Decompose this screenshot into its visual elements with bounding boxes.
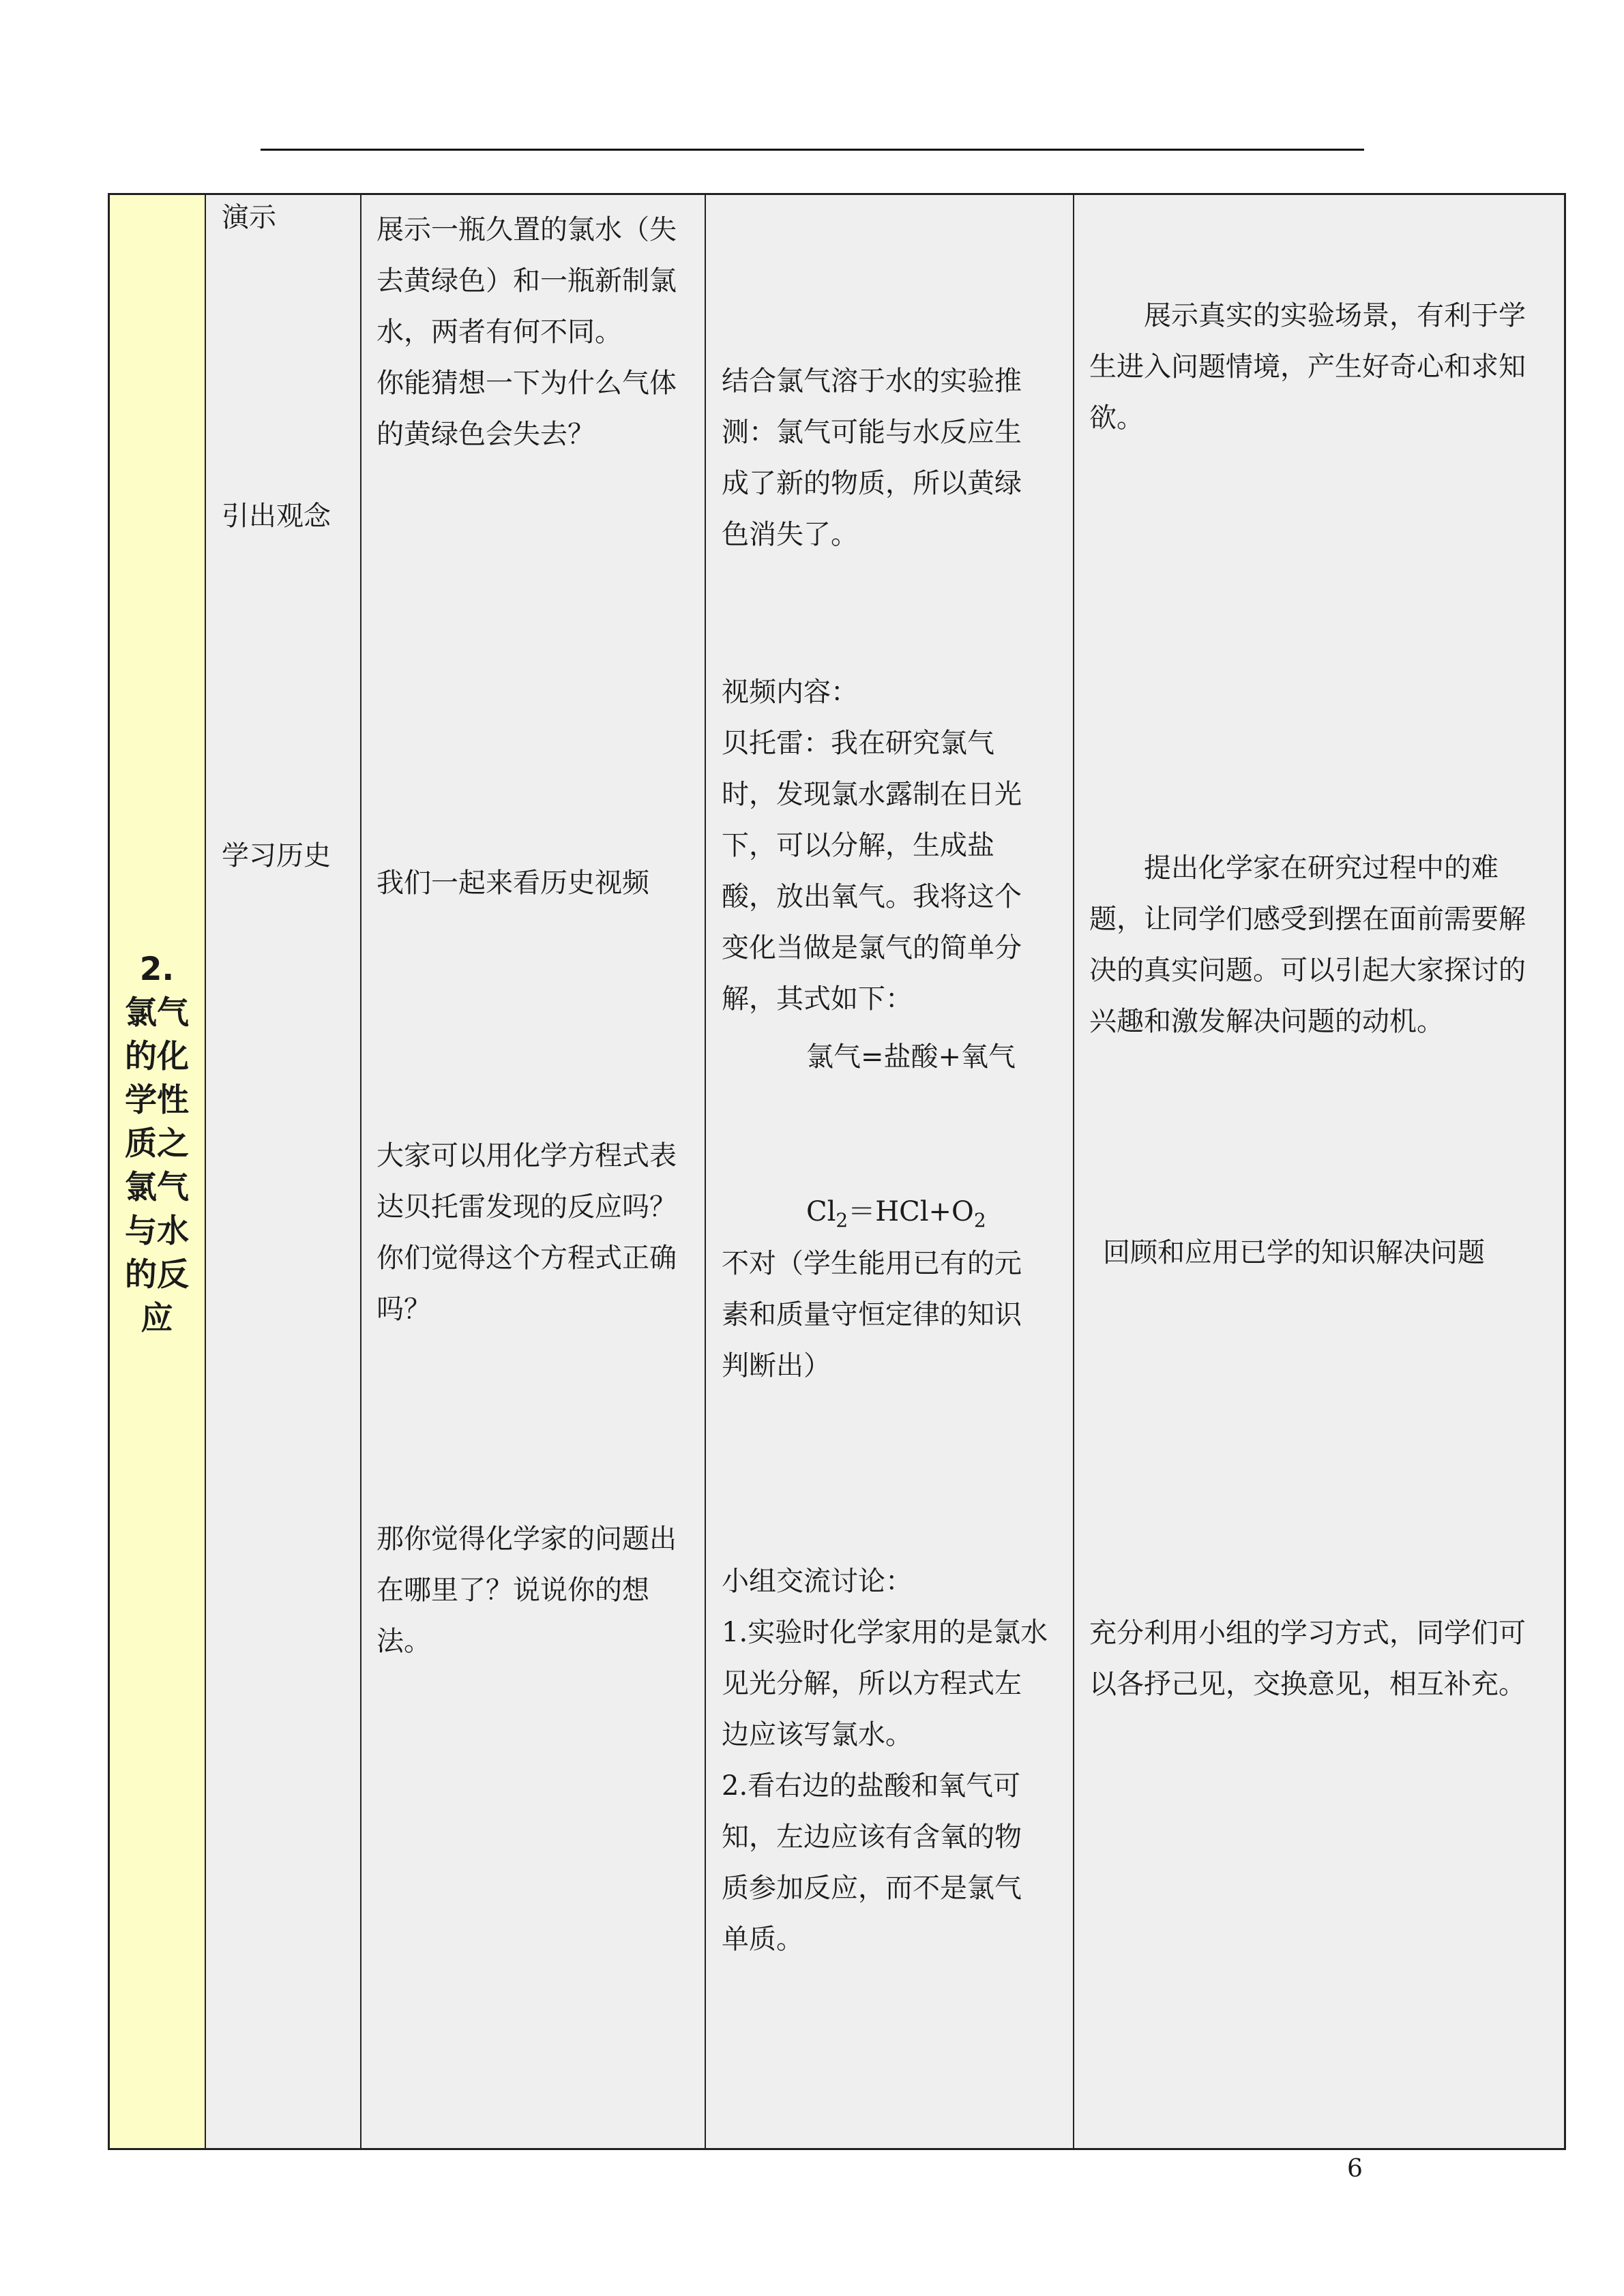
teacher-equation-question <box>377 1131 677 1335</box>
text-line: 知，左边应该有含氧的物 <box>722 1821 1022 1853</box>
section-label-history: 学习历史 <box>222 840 331 871</box>
text-line: 不对（学生能用已有的元 <box>722 1248 1022 1279</box>
text-line: 法。 <box>377 1626 431 1657</box>
text-line: 展示一瓶久置的氯水（失 <box>377 214 677 245</box>
text-line: 单质。 <box>722 1924 803 1955</box>
text-line: 结合氯气溶于水的实验推 <box>722 366 1022 397</box>
text-line: 变化当做是氯气的简单分 <box>722 932 1022 964</box>
text-line: 素和质量守恒定律的知识 <box>722 1299 1022 1330</box>
text-line: 贝托雷：我在研究氯气 <box>722 728 994 759</box>
text-line: 质参加反应，而不是氯气 <box>722 1873 1022 1904</box>
teacher-demo-text <box>377 205 677 460</box>
text-line: 以各抒己见，交换意见，相互补充。 <box>1089 1669 1526 1700</box>
word-equation: 氯气=盐酸+氧气 <box>806 1041 1016 1073</box>
chemical-equation <box>806 1187 986 1246</box>
text-line: 小组交流讨论： <box>722 1566 913 1597</box>
text-line: 达贝托雷发现的反应吗？ <box>377 1191 677 1223</box>
stage-title-cell <box>110 948 203 1341</box>
intent-group-text <box>1089 1608 1560 1710</box>
text-line: 边应该写氯水。 <box>722 1719 913 1750</box>
formula-cl: Cl <box>806 1196 836 1227</box>
text-line: 去黄绿色）和一瓶新制氯 <box>377 265 677 297</box>
text-line: 你能猜想一下为什么气体 <box>377 368 677 399</box>
formula-products: ＝HCl+O <box>848 1196 974 1227</box>
text-line: 测：氯气可能与水反应生 <box>722 417 1022 448</box>
stage-title: 氯气的化学性质之氯气与水的反应 <box>125 994 189 1337</box>
text-line: 下，可以分解，生成盐 <box>722 830 994 861</box>
text-line: 1.实验时化学家用的是氯水 <box>722 1617 1048 1648</box>
text-line: 解，其式如下： <box>722 983 913 1015</box>
text-line: 你们觉得这个方程式正确 <box>377 1242 677 1274</box>
text-line: 视频内容： <box>722 676 858 708</box>
student-inference-text <box>722 356 1022 561</box>
text-line: 水，两者有何不同。 <box>377 316 622 348</box>
intent-difficulty-text <box>1089 843 1553 1047</box>
student-discussion-text <box>722 1556 1048 1965</box>
intent-review-text: 回顾和应用已学的知识解决问题 <box>1103 1237 1485 1268</box>
section-label-concept: 引出观念 <box>222 501 331 532</box>
section-label-demo: 演示 <box>222 202 276 233</box>
text-line: 那你觉得化学家的问题出 <box>377 1523 677 1555</box>
text-line: 酸，放出氧气。我将这个 <box>722 881 1022 912</box>
text-line: 成了新的物质，所以黄绿 <box>722 468 1022 499</box>
text-line: 大家可以用化学方程式表 <box>377 1140 677 1172</box>
text-line: 充分利用小组的学习方式，同学们可 <box>1089 1617 1526 1649</box>
text-line: 在哪里了？说说你的想 <box>377 1575 649 1606</box>
text-line: 2.看右边的盐酸和氧气可 <box>722 1770 1021 1802</box>
text-line: 色消失了。 <box>722 519 858 550</box>
text-line: 提出化学家在研究过程中的难 <box>1144 852 1498 884</box>
text-line: 兴趣和激发解决问题的动机。 <box>1089 1006 1444 1037</box>
text-line: 时，发现氯水露制在日光 <box>722 779 1022 810</box>
text-line: 见光分解，所以方程式左 <box>722 1668 1022 1699</box>
student-judgement-text <box>722 1238 1022 1392</box>
text-line: 展示真实的实验场景，有利于学 <box>1144 300 1526 331</box>
teacher-history-text: 我们一起来看历史视频 <box>377 867 649 899</box>
header-rule <box>261 149 1364 151</box>
stage-number: 2. <box>139 951 175 988</box>
text-line: 欲。 <box>1089 402 1144 434</box>
text-line: 生进入问题情境，产生好奇心和求知 <box>1089 351 1526 383</box>
intent-scene-text <box>1089 290 1553 444</box>
text-line: 决的真实问题。可以引起大家探讨的 <box>1089 955 1526 986</box>
page-number: 6 <box>1347 2155 1363 2183</box>
text-line: 题，让同学们感受到摆在面前需要解 <box>1089 904 1526 935</box>
formula-cl-subscript: 2 <box>836 1209 848 1232</box>
student-video-text <box>722 667 1022 1025</box>
text-line: 的黄绿色会失去？ <box>377 419 595 450</box>
teacher-problem-question <box>377 1514 677 1667</box>
text-line: 判断出） <box>722 1350 831 1382</box>
formula-o-subscript: 2 <box>973 1209 986 1232</box>
text-line: 吗？ <box>377 1294 431 1325</box>
